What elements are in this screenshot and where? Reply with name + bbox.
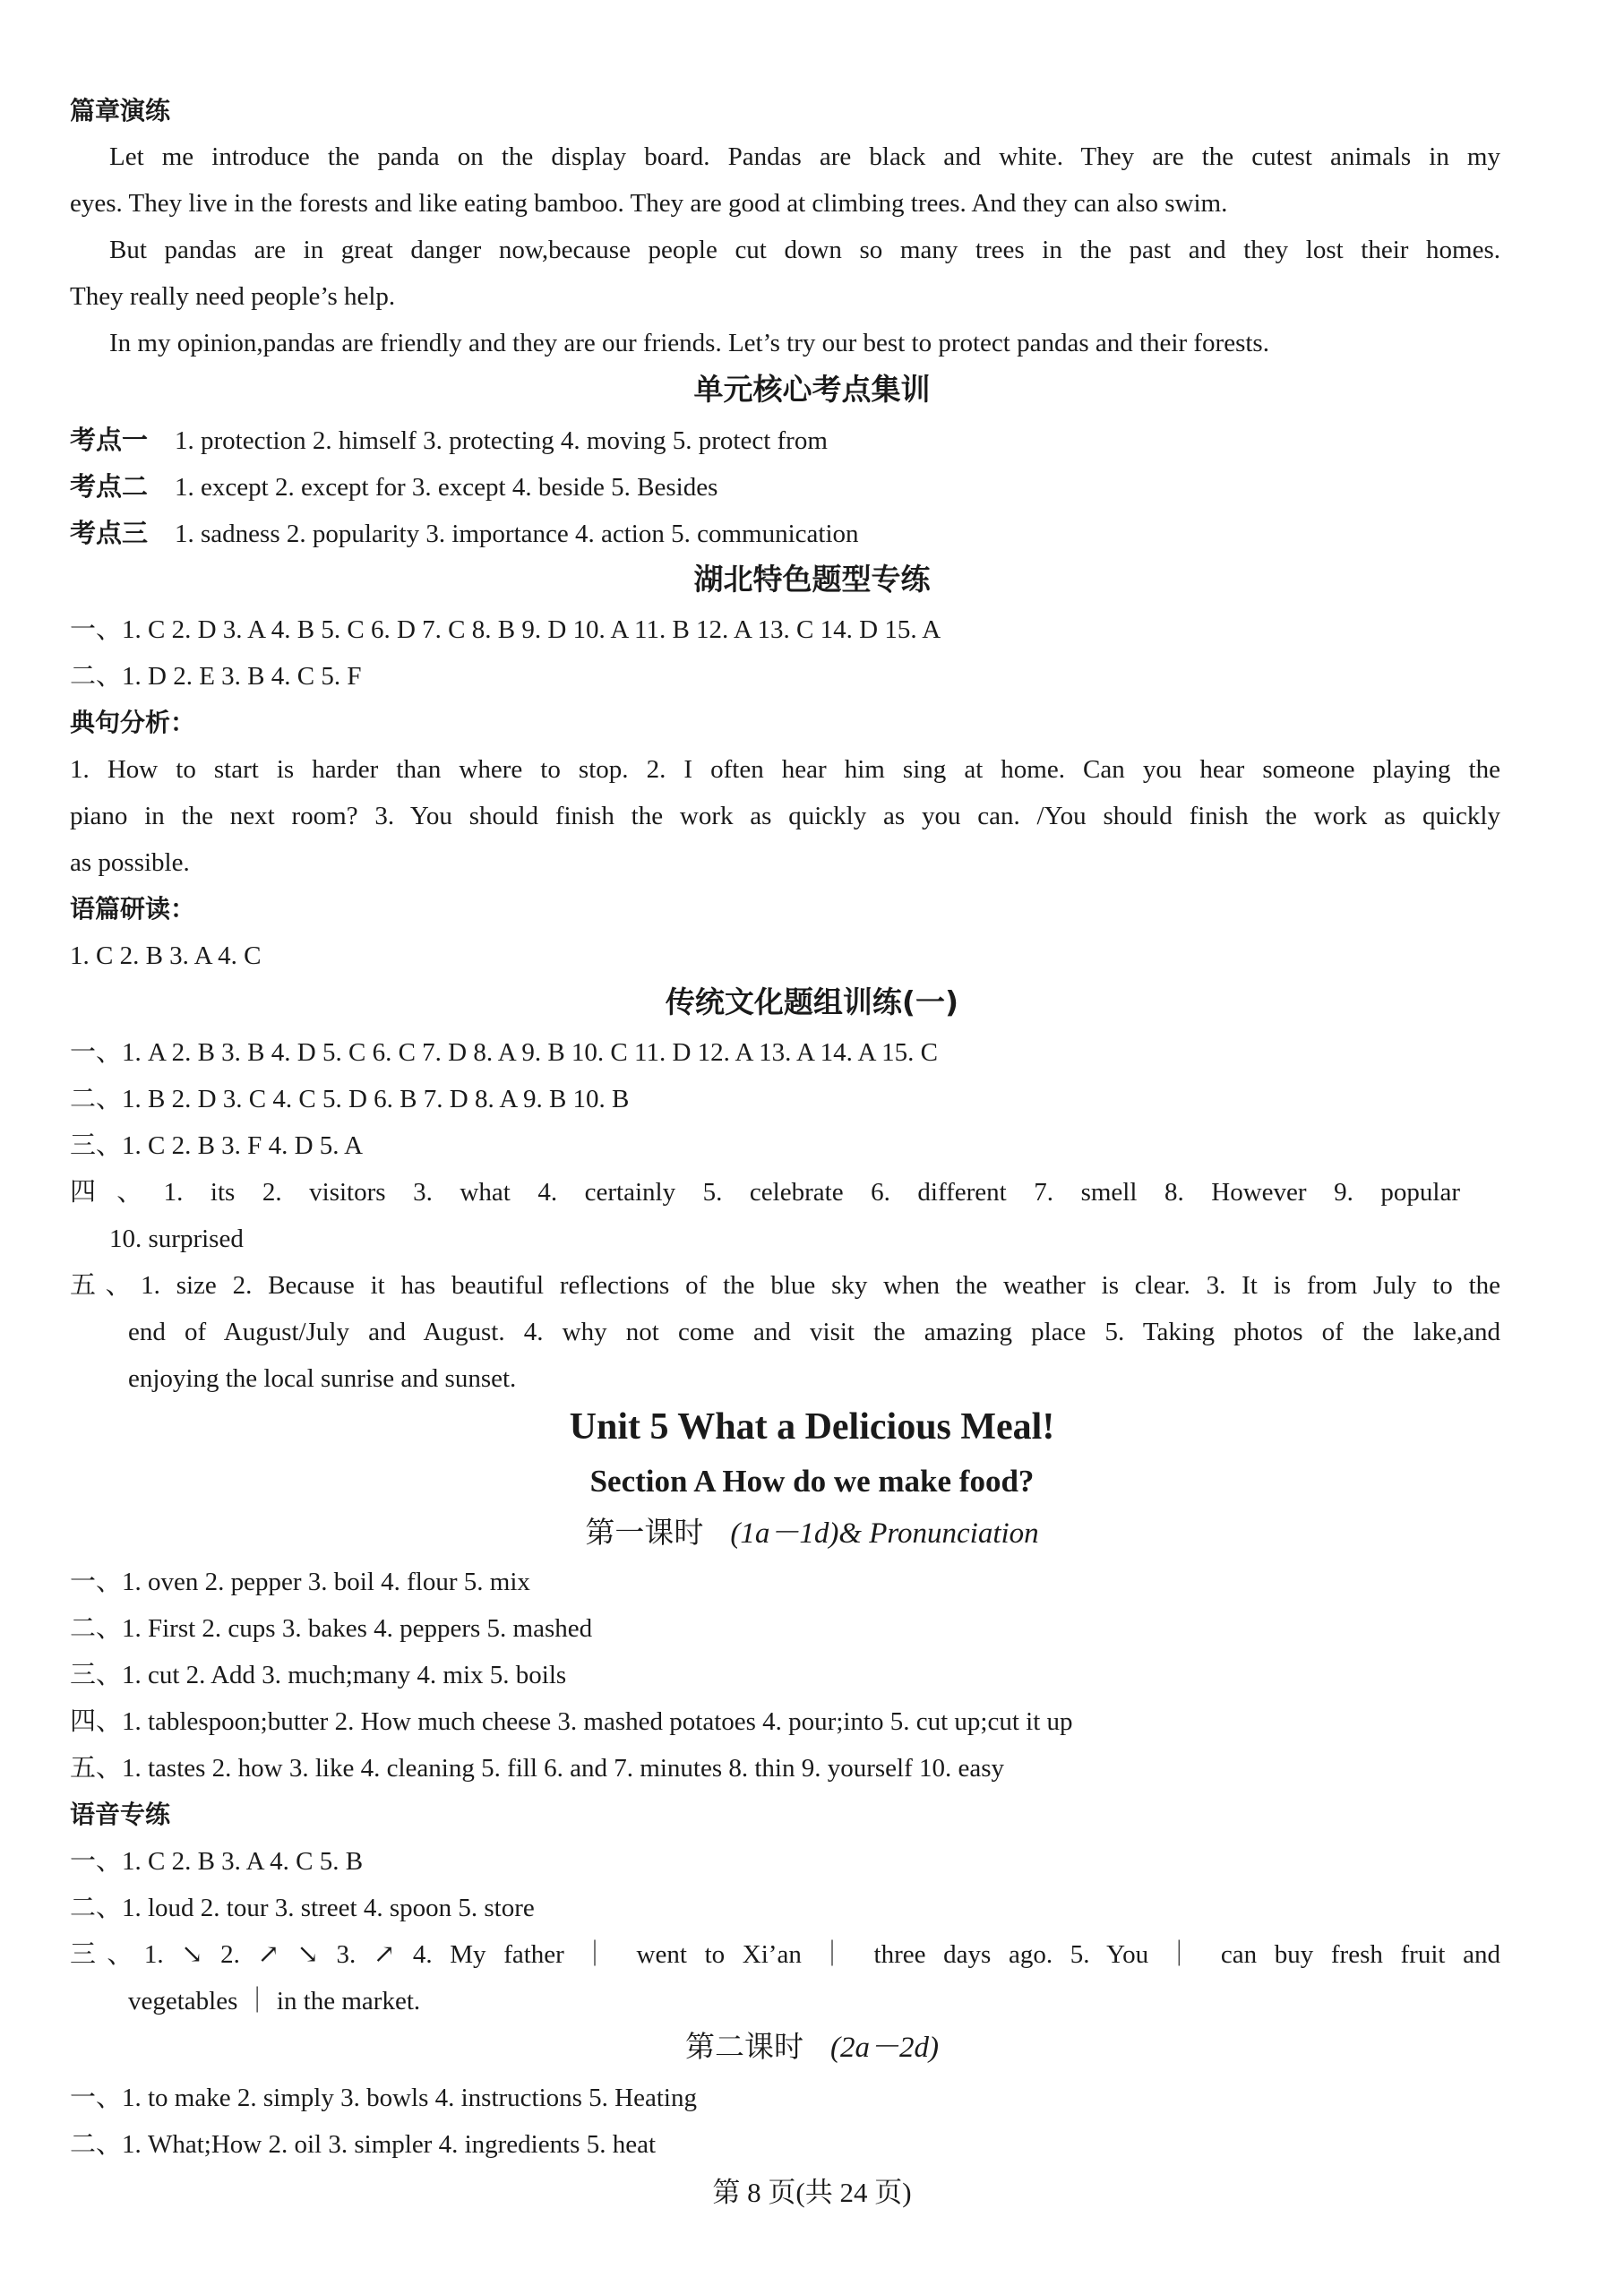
yupian-answers: 1. C 2. B 3. A 4. C: [70, 941, 262, 970]
practice-para-1b: eyes. They live in the forests and like eating bamboo. They are good at climbing trees. And they can also swim.: [70, 189, 1228, 218]
pron-row-1: 一、1. C 2. B 3. A 4. C 5. B: [70, 1847, 364, 1876]
pron-row-3b: vegetables ｜ in the market.: [128, 1987, 421, 2015]
dian-line-1: 1. How to start is harder than where to stop. 2. I often hear him sing at home. Can you hear someone playing the: [70, 755, 1500, 784]
culture-row-1: 一、1. A 2. B 3. B 4. D 5. C 6. C 7. D 8. A 9. B 10. C 11. D 12. A 13. A 14. A 15. C: [70, 1038, 938, 1067]
culture-row-2: 二、1. B 2. D 3. C 4. C 5. D 6. B 7. D 8. A 9. B 10. B: [70, 1085, 630, 1113]
section-title: Section A How do we make food?: [589, 1464, 1035, 1499]
culture-row-5c: enjoying the local sunrise and sunset.: [128, 1364, 517, 1393]
pron-row-3a: 三、1. ↘ 2. ↗ ↘ 3. ↗ 4. My father ｜ went to Xi’an ｜ three days ago. 5. You ｜ can buy fresh fruit and: [70, 1940, 1500, 1969]
hubei-title: 湖北特色题型专练: [693, 562, 931, 597]
pronunciation-heading: 语音专练: [70, 1800, 171, 1829]
lesson1-row-3: 三、1. cut 2. Add 3. much;many 4. mix 5. boils: [70, 1661, 567, 1689]
lesson2-row-2: 二、1. What;How 2. oil 3. simpler 4. ingredients 5. heat: [70, 2130, 657, 2159]
core-row-3: 考点三 1. sadness 2. popularity 3. importance 4. action 5. communication: [70, 518, 859, 548]
lesson1-row-1: 一、1. oven 2. pepper 3. boil 4. flour 5. mix: [70, 1568, 530, 1596]
practice-para-3: In my opinion,pandas are friendly and they are our friends. Let’s try our best to protect pandas and their forests.: [109, 329, 1269, 357]
culture-row-3: 三、1. C 2. B 3. F 4. D 5. A: [70, 1131, 364, 1160]
culture-row-5a: 五、1. size 2. Because it has beautiful reflections of the blue sky when the weather is clear. 3. It is from July to the: [70, 1271, 1500, 1300]
lesson2-row-1: 一、1. to make 2. simply 3. bowls 4. instructions 5. Heating: [70, 2084, 697, 2112]
pron-row-2: 二、1. loud 2. tour 3. street 4. spoon 5. store: [70, 1894, 535, 1922]
practice-para-2a: But pandas are in great danger now,because people cut down so many trees in the past and they lost their homes.: [109, 236, 1500, 264]
lesson-1-title: 第一课时 (1a－1d)& Pronunciation: [585, 1515, 1039, 1550]
lesson1-row-2: 二、1. First 2. cups 3. bakes 4. peppers 5. mashed: [70, 1614, 593, 1643]
lesson1-row-5: 五、1. tastes 2. how 3. like 4. cleaning 5. fill 6. and 7. minutes 8. thin 9. yourself 10. easy: [70, 1754, 1005, 1783]
lesson1-row-4: 四、1. tablespoon;butter 2. How much cheese 3. mashed potatoes 4. pour;into 5. cut up;cut it up: [70, 1707, 1073, 1736]
hubei-row-2: 二、1. D 2. E 3. B 4. C 5. F: [70, 662, 362, 691]
yupian-heading: 语篇研读：: [70, 894, 196, 924]
culture-row-4a: 四、1. its 2. visitors 3. what 4. certainly 5. celebrate 6. different 7. smell 8. However 9. popular: [70, 1178, 1460, 1207]
dian-line-3: as possible.: [70, 848, 190, 877]
core-row-2: 考点二 1. except 2. except for 3. except 4. beside 5. Besides: [70, 471, 718, 502]
dian-line-2: piano in the next room? 3. You should finish the work as quickly as you can. /You should finish the work as quickly: [70, 802, 1500, 830]
page-footer: 第 8 页(共 24 页): [712, 2177, 912, 2208]
culture-row-4b: 10. surprised: [109, 1225, 244, 1253]
practice-heading: 篇章演练: [70, 96, 171, 125]
practice-para-2b: They really need people’s help.: [70, 282, 396, 311]
hubei-row-1: 一、1. C 2. D 3. A 4. B 5. C 6. D 7. C 8. B 9. D 10. A 11. B 12. A 13. C 14. D 15. A: [70, 615, 941, 644]
core-row-1: 考点一 1. protection 2. himself 3. protecting 4. moving 5. protect from: [70, 425, 828, 455]
dian-heading: 典句分析：: [70, 708, 196, 737]
lesson-2-title: 第二课时 (2a－2d): [685, 2029, 939, 2064]
culture-row-5b: end of August/July and August. 4. why not come and visit the amazing place 5. Taking photos of the lake,and: [128, 1318, 1500, 1346]
culture-title: 传统文化题组训练(一): [665, 984, 959, 1019]
core-title: 单元核心考点集训: [693, 372, 931, 407]
practice-para-1a: Let me introduce the panda on the display board. Pandas are black and white. They are the cutest animals in my: [109, 142, 1500, 171]
unit-title: Unit 5 What a Delicious Meal!: [569, 1406, 1055, 1448]
